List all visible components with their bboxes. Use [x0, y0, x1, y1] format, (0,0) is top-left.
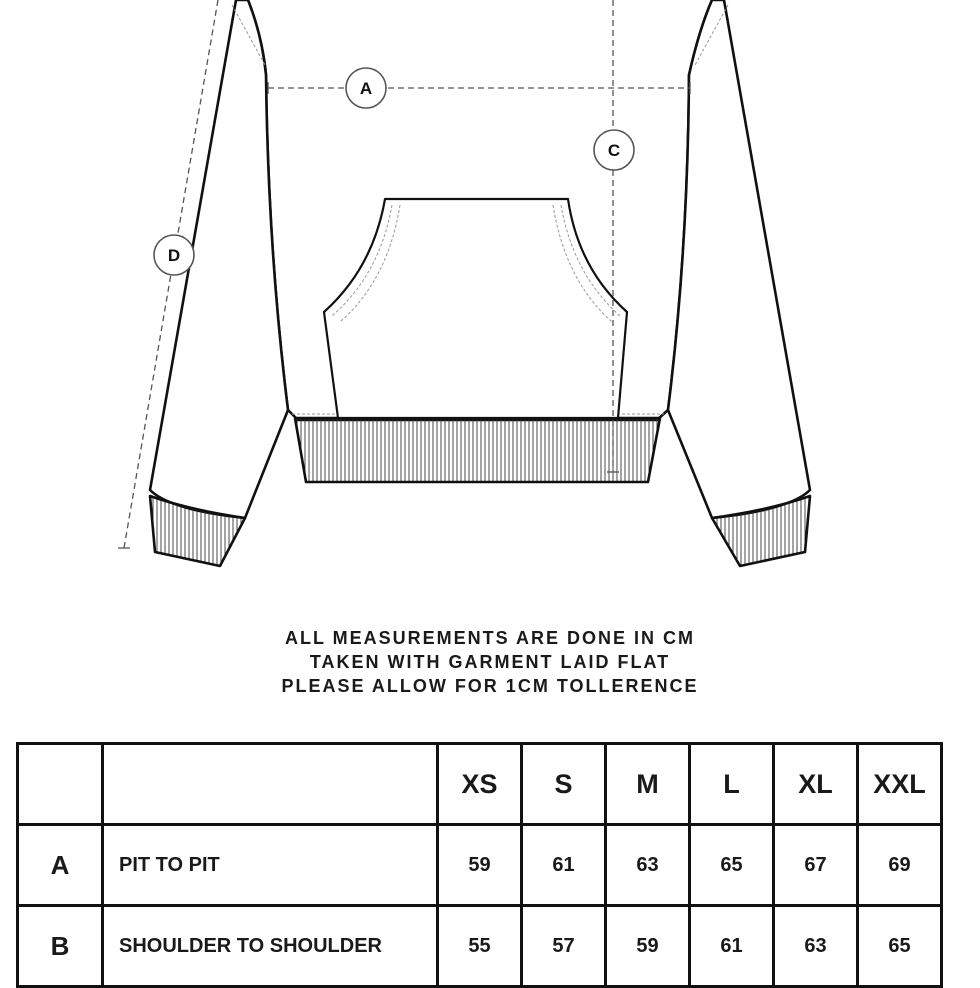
header-size-xl: XL	[774, 744, 858, 825]
size-chart-table	[16, 742, 943, 988]
waistband	[295, 418, 660, 482]
row-code: B	[18, 906, 103, 987]
header-size-m: M	[606, 744, 690, 825]
cell-value: 65	[690, 825, 774, 906]
header-size-xxl: XXL	[858, 744, 942, 825]
row-label: SHOULDER TO SHOULDER	[103, 906, 438, 987]
svg-text:C: C	[607, 141, 621, 160]
cell-value: 61	[522, 825, 606, 906]
header-size-xs: XS	[438, 744, 522, 825]
table-header-row	[18, 744, 942, 825]
marker-c	[594, 130, 634, 170]
cell-value: 61	[690, 906, 774, 987]
cell-value: 63	[606, 825, 690, 906]
marker-d	[154, 235, 194, 275]
note-line-3: PLEASE ALLOW FOR 1CM TOLLERENCE	[281, 676, 699, 696]
svg-text:D: D	[167, 246, 181, 265]
header-code-cell	[18, 744, 103, 825]
header-size-s: S	[522, 744, 606, 825]
header-label-cell	[103, 744, 438, 825]
cell-value: 63	[774, 906, 858, 987]
row-label: PIT TO PIT	[103, 825, 438, 906]
note-line-1: ALL MEASUREMENTS ARE DONE IN CM	[284, 628, 695, 648]
header-size-l: L	[690, 744, 774, 825]
table-row	[18, 825, 942, 906]
cell-value: 69	[858, 825, 942, 906]
cell-value: 65	[858, 906, 942, 987]
marker-a	[346, 68, 386, 108]
svg-text:A: A	[359, 79, 373, 98]
cell-value: 67	[774, 825, 858, 906]
table-row	[18, 906, 942, 987]
cell-value: 55	[438, 906, 522, 987]
row-code: A	[18, 825, 103, 906]
right-sleeve	[668, 0, 810, 518]
note-line-2: TAKEN WITH GARMENT LAID FLAT	[309, 652, 671, 672]
measurement-notes	[0, 626, 980, 698]
cell-value: 57	[522, 906, 606, 987]
cell-value: 59	[606, 906, 690, 987]
cell-value: 59	[438, 825, 522, 906]
